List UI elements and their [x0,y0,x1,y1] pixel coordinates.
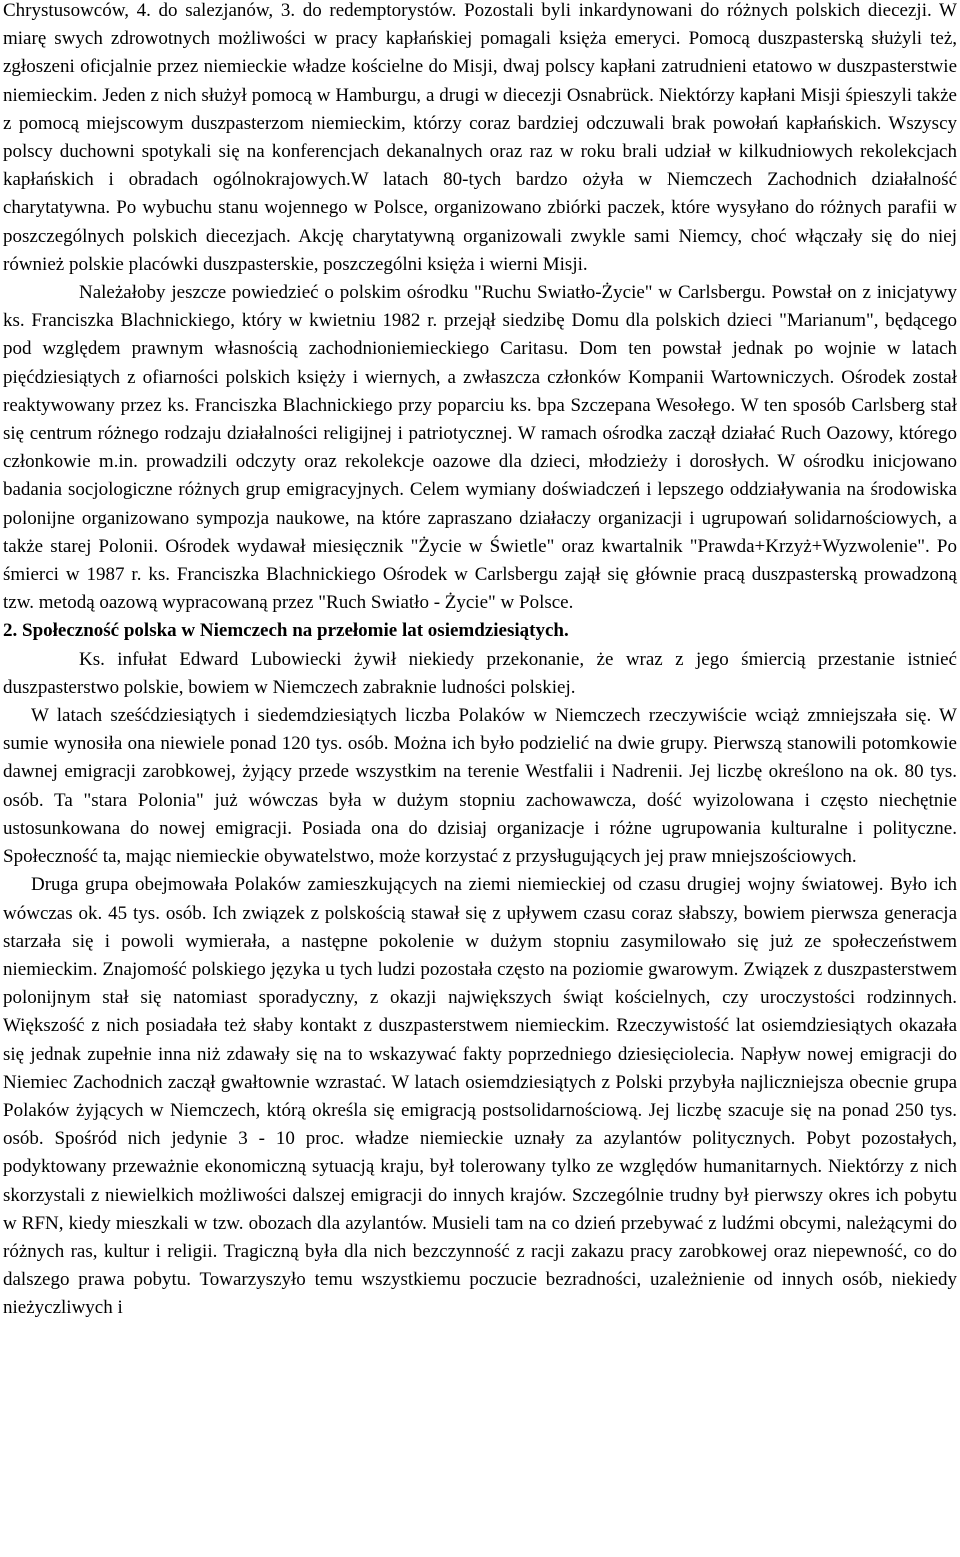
section-heading: 2. Społeczność polska w Niemczech na przełomie lat osiemdziesiątych. [3,620,569,642]
paragraph-lubowiecki: Ks. infułat Edward Lubowiecki żywił niekiedy przekonanie, że wraz z jego śmiercią przestanie istnieć duszpasterstwo polskie, bowiem w Niemczech zabraknie ludności polskiej. [3,648,957,698]
document-page [3,0,957,1323]
paragraph-first-group: W latach sześćdziesiątych i siedemdziesiątych liczba Polaków w Niemczech rzeczywiście wciąż zmniejszała się. W sumie wynosiła ona niewiele ponad 120 tys. osób. Można ich było podzielić na dwie grupy. Pierwszą stanowili potomkowie dawnej emigracji zarobkowej, żyjący przede wszystkim na terenie Westfalii i Nadrenii. Jej liczbę określono na ok. 80 tys. osób. Ta "stara Polonia" już wówczas była w dużym stopniu zachowawcza, dość wyizolowana i często niechętnie ustosunkowana do nowej emigracji. Posiada ona do dzisiaj organizacje i różne ugrupowania kulturalne i polityczne. Społeczność ta, mając niemieckie obywatelstwo, może korzystać z przysługujących jej praw mniejszościowych. [3,705,957,868]
paragraph-carlsberg-center: Należałoby jeszcze powiedzieć o polskim ośrodku "Ruchu Swiatło-Życie" w Carlsbergu. Powstał on z inicjatywy ks. Franciszka Blachnickiego, który w kwietniu 1982 r. przejął siedzibę Domu dla polskich dzieci "Marianum", będącego pod względem prawnym własnością zachodnioniemieckiego Caritasu. Dom ten powstał jednak po wojnie w latach pięćdziesiątych z ofiarności polskich księży i wiernych, a zwłaszcza członków Kompanii Wartowniczych. Ośrodek został reaktywowany przez ks. Franciszka Blachnickiego przy poparciu ks. bpa Szczepana Wesołego. W ten sposób Carlsberg stał się centrum różnego rodzaju działalności religijnej i patriotycznej. W ramach ośrodka zaczął działać Ruch Oazowy, którego członkowie m.in. prowadzili odczyty oraz rekolekcje oazowe dla dzieci, młodzieży i dorosłych. W ośrodku inicjowano badania socjologiczne różnych grup emigracyjnych. Celem wymiany doświadczeń i lepszego oddziaływania na środowiska polonijne organizowano sympozja naukowe, na które zapraszano działaczy organizacji i ugrupowań solidarnościowych, a także starej Polonii. Ośrodek wydawał miesięcznik "Życie w Świetle" oraz kwartalnik "Prawda+Krzyż+Wyzwolenie". Po śmierci w 1987 r. ks. Franciszka Blachnickiego Ośrodek w Carlsbergu zajął się głównie pracą duszpasterską prowadzoną tzw. metodą oazową wypracowaną przez "Ruch Swiatło - Życie" w Polsce. [3,282,957,614]
paragraph-mission-priests: Chrystusowców, 4. do salezjanów, 3. do redemptorystów. Pozostali byli inkardynowani do różnych polskich diecezji. W miarę swych zdrowotnych możliwości w pracy kapłańskiej pomagali księża emeryci. Pomocą duszpasterską służyli też, zgłoszeni oficjalnie przez niemieckie władze kościelne do Misji, dwaj polscy kapłani zatrudnieni etatowo w duszpasterstwie niemieckim. Jeden z nich służył pomocą w Hamburgu, a drugi w diecezji Osnabrück. Niektórzy kapłani Misji śpieszyli także z pomocą miejscowym duszpasterzom niemieckim, którzy coraz bardziej odczuwali brak powołań kapłańskich. Wszyscy polscy duchowni spotykali się na konferencjach dekanalnych oraz raz w roku brali udział w kilkudniowych rekolekcjach kapłańskich i obradach ogólnokrajowych.W latach 80-tych bardzo ożyła w Niemczech Zachodnich działalność charytatywna. Po wybuchu stanu wojennego w Polsce, organizowano zbiórki paczek, które wysyłano do różnych parafii w poszczególnych polskich diecezjach. Akcję charytatywną organizowali zwykle sami Niemcy, choć włączały się do niej również polskie placówki duszpasterskie, poszczególni księża i wierni Misji. [3,0,957,275]
paragraph-second-group: Druga grupa obejmowała Polaków zamieszkujących na ziemi niemieckiej od czasu drugiej wojny światowej. Było ich wówczas ok. 45 tys. osób. Ich związek z polskością stawał się z upływem czasu coraz słabszy, bowiem pierwsza generacja starzała się i powoli wymierała, a następne pokolenie w dużym stopniu zasymilowało się już ze społeczeństwem niemieckim. Znajomość polskiego języka u tych ludzi pozostała często na poziomie gwarowym. Związek z duszpasterstwem polonijnym stał się natomiast sporadyczny, z okazji największych świąt kościelnych, czy uroczystości rodzinnych. Większość z nich posiadała też słaby kontakt z duszpasterstwem niemieckim. Rzeczywistość lat osiemdziesiątych okazała się jednak zupełnie inna niż zdawały się na to wskazywać fakty poprzedniego dziesięciolecia. Napływ nowej emigracji do Niemiec Zachodnich zaczął gwałtownie wzrastać. W latach osiemdziesiątych z Polski przybyła najliczniejsza obecnie grupa Polaków żyjących w Niemczech, którą określa się emigracją postsolidarnościową. Jej liczbę szacuje się na ponad 250 tys. osób. Spośród nich jedynie 3 - 10 proc. władze niemieckie uznały za azylantów politycznych. Pobyt pozostałych, podyktowany przeważnie ekonomiczną sytuacją kraju, był tolerowany tylko ze względów humanitarnych. Niektórzy z nich skorzystali z niewielkich możliwości dalszej emigracji do innych krajów. Szczególnie trudny był pierwszy okres ich pobytu w RFN, kiedy mieszkali w tzw. obozach dla azylantów. Musieli tam na co dzień przebywać z ludźmi obcymi, należącymi do różnych ras, kultur i religii. Tragiczną była dla nich bezczynność z racji zakazu pracy zarobkowej oraz niepewność, co do dalszego prawa pobytu. Towarzyszyło temu wszystkiemu poczucie bezradności, uzależnienie od innych osób, niekiedy nieżyczliwych i [3,874,957,1319]
